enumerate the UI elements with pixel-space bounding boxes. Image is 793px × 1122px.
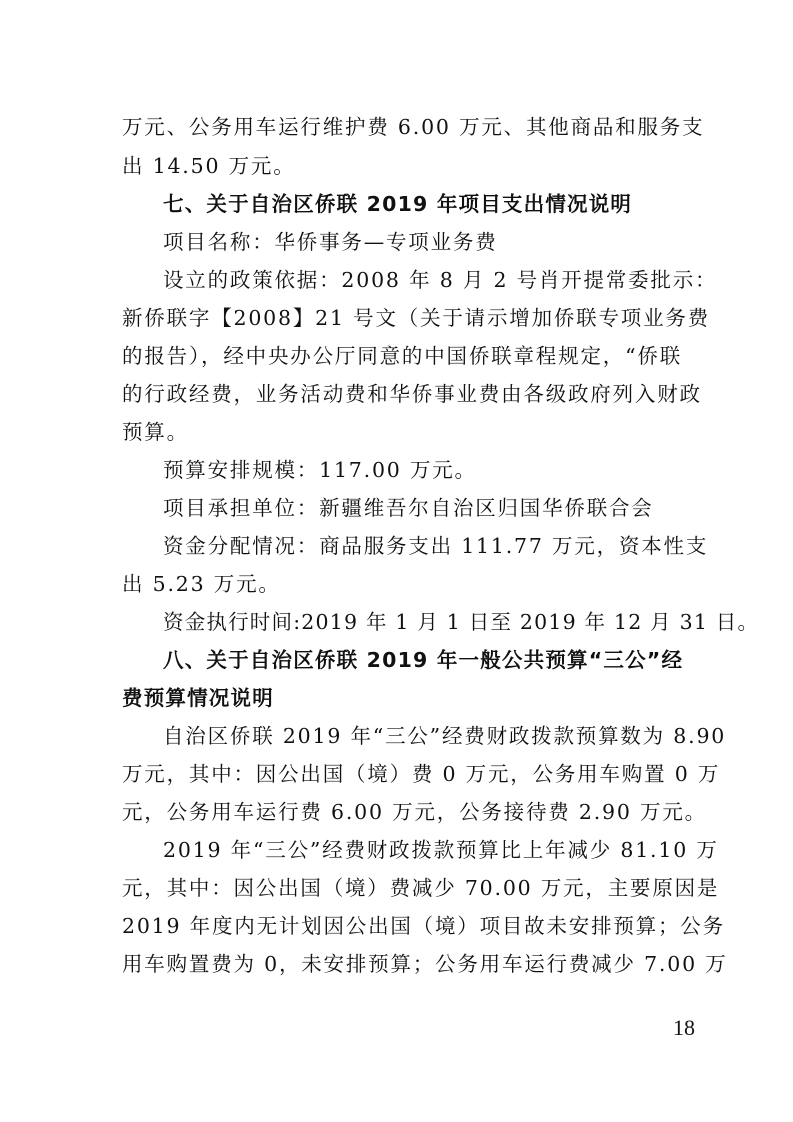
- paragraph-line: 出 14.50 万元。: [122, 154, 296, 178]
- paragraph-line: 2019 年度内无计划因公出国（境）项目故未安排预算；公务: [122, 914, 725, 938]
- paragraph-line: 万元，其中：因公出国（境）费 0 万元，公务用车购置 0 万: [122, 762, 721, 786]
- paragraph-line: 资金分配情况：商品服务支出 111.77 万元，资本性支: [163, 534, 709, 558]
- execution-time: 资金执行时间:2019 年 1 月 1 日至 2019 年 12 月 31 日。: [163, 610, 760, 634]
- paragraph-line: 的行政经费，业务活动费和华侨事业费由各级政府列入财政: [122, 382, 702, 406]
- paragraph-line: 的报告），经中央办公厅同意的中国侨联章程规定，“侨联: [122, 344, 682, 368]
- project-name: 项目名称：华侨事务—专项业务费: [163, 230, 498, 254]
- paragraph-line: 元，公务用车运行费 6.00 万元，公务接待费 2.90 万元。: [122, 800, 707, 824]
- paragraph-line: 预算。: [122, 420, 189, 444]
- paragraph-line: 2019 年“三公”经费财政拨款预算比上年减少 81.10 万: [163, 838, 719, 862]
- section-heading-7: 七、关于自治区侨联 2019 年项目支出情况说明: [163, 192, 633, 216]
- page-number: 18: [673, 1015, 695, 1040]
- paragraph-line: 万元、公务用车运行维护费 6.00 万元、其他商品和服务支: [122, 115, 705, 139]
- paragraph-line: 元，其中：因公出国（境）费减少 70.00 万元，主要原因是: [122, 876, 720, 900]
- section-heading-8: 八、关于自治区侨联 2019 年一般公共预算“三公”经: [163, 648, 684, 672]
- paragraph-line: 新侨联字【2008】21 号文（关于请示增加侨联专项业务费: [122, 306, 710, 330]
- section-heading-8-cont: 费预算情况说明: [122, 686, 274, 710]
- budget-scale: 预算安排规模：117.00 万元。: [163, 458, 477, 482]
- paragraph-line: 自治区侨联 2019 年“三公”经费财政拨款预算数为 8.90: [163, 724, 727, 748]
- project-unit: 项目承担单位：新疆维吾尔自治区归国华侨联合会: [163, 496, 654, 520]
- paragraph-line: 出 5.23 万元。: [122, 572, 281, 596]
- paragraph-line: 用车购置费为 0，未安排预算；公务用车运行费减少 7.00 万: [122, 952, 728, 976]
- paragraph-line: 设立的政策依据：2008 年 8 月 2 号肖开提常委批示：: [163, 268, 718, 292]
